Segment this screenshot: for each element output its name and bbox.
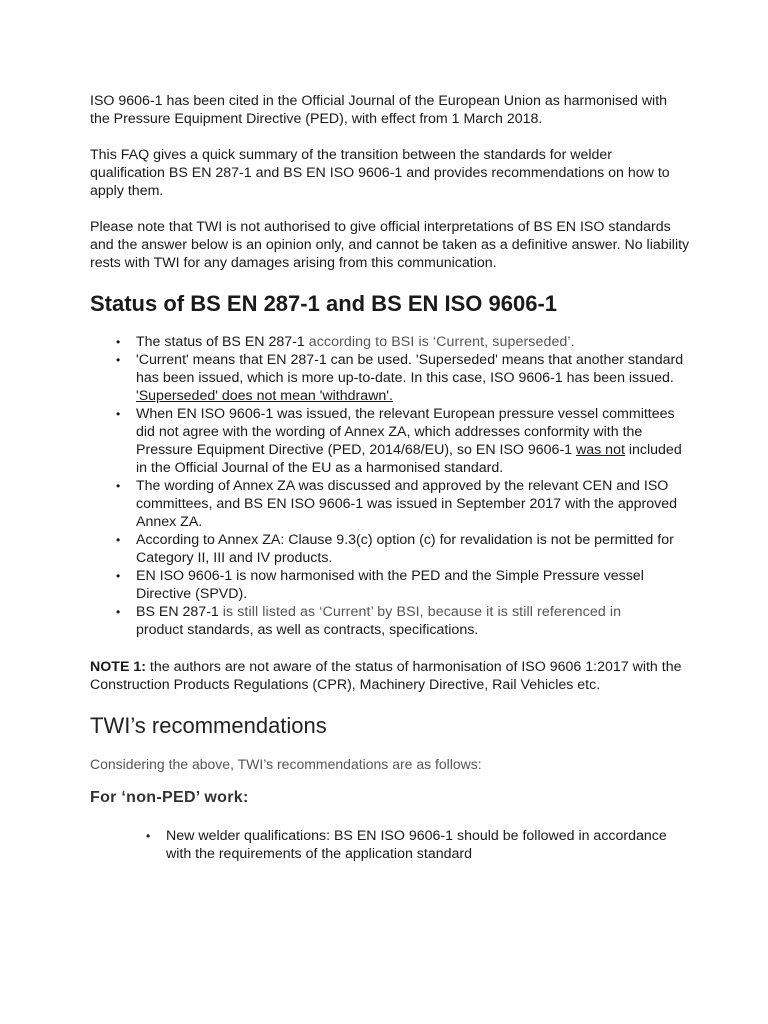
bullet-text-part: is still listed as ‘Current’ by BSI, because it is still referenced in: [222, 604, 622, 620]
bullet-icon: •: [116, 353, 121, 367]
note-paragraph: [90, 658, 690, 694]
non-ped-bullet-list: [90, 827, 690, 863]
status-bullet-list: [90, 333, 690, 639]
bullet-text: The wording of Annex ZA was discussed and approved by the relevant CEN and ISO committees, and BS EN ISO 9606-1 was issued in September 2017 with the approved Annex ZA.: [136, 478, 677, 530]
recommendations-intro: Considering the above, TWI’s recommendations are as follows:: [90, 756, 482, 772]
bullet-text-part: 'Current' means that EN 287-1 can be used. 'Superseded' means that another standard has been issued, which is more up-to-date. In this case, ISO 9606-1 has been issued.: [136, 352, 684, 386]
bullet-text: New welder qualifications: BS EN ISO 9606-1 should be followed in accordance with the requirements of the application standard: [166, 828, 667, 862]
underlined-text: 'Superseded' does not mean 'withdrawn'.: [136, 388, 393, 404]
bullet-icon: •: [116, 533, 121, 547]
list-item: [116, 603, 690, 639]
document-page: [90, 92, 690, 882]
note-text: the authors are not aware of the status of harmonisation of ISO 9606 1:2017 with the Construction Products Regulations (CPR), Machinery Directive, Rail Vehicles etc.: [90, 659, 682, 693]
bullet-text-part: When EN ISO 9606-1 was issued, the relevant European pressure vessel committees did not agree with the wording of Annex ZA, which addresses conformity with the Pressure Equipment Directive (PED, 2014/68/EU), so EN ISO 9606-1: [136, 406, 675, 458]
list-item: [116, 567, 690, 603]
bullet-text-part: The status of BS EN 287-1: [136, 334, 309, 350]
bullet-text-part: product standards, as well as contracts, specifications.: [136, 622, 479, 638]
list-item: [116, 477, 690, 531]
bullet-text-part: included in the Official Journal of the EU as a harmonised standard.: [136, 442, 682, 476]
bullet-text: EN ISO 9606-1 is now harmonised with the PED and the Simple Pressure vessel Directive (SPVD).: [136, 568, 644, 602]
intro-paragraph-3: Please note that TWI is not authorised to give official interpretations of BS EN ISO standards and the answer below is an opinion only, and cannot be taken as a definitive answer. No liability rests with TWI for any damages arising from this communication.: [90, 219, 690, 271]
bullet-text-part: BS EN 287-1: [136, 604, 223, 620]
bullet-text-part: according to BSI is ‘Current, superseded’.: [308, 334, 575, 350]
list-item: [116, 351, 690, 405]
list-item: [116, 405, 690, 477]
bullet-icon: •: [116, 479, 121, 493]
non-ped-subheading: For ‘non-PED’ work:: [90, 789, 249, 806]
bullet-icon: •: [116, 335, 121, 349]
list-item: [116, 333, 690, 351]
list-item: [116, 531, 690, 567]
bullet-icon: •: [146, 829, 151, 843]
bullet-text: According to Annex ZA: Clause 9.3(c) option (c) for revalidation is not be permitted for Category II, III and IV products.: [136, 532, 674, 566]
recommendations-heading: TWI’s recommendations: [90, 713, 327, 738]
bullet-icon: •: [116, 407, 121, 421]
intro-paragraph-2: This FAQ gives a quick summary of the transition between the standards for welder qualification BS EN 287-1 and BS EN ISO 9606-1 and provides recommendations on how to apply them.: [90, 147, 670, 199]
intro-paragraph-1: ISO 9606-1 has been cited in the Official Journal of the European Union as harmonised with the Pressure Equipment Directive (PED), with effect from 1 March 2018.: [90, 93, 668, 127]
bullet-icon: •: [116, 605, 121, 619]
underlined-text: was not: [576, 442, 625, 458]
status-section-heading: Status of BS EN 287-1 and BS EN ISO 9606-1: [90, 291, 558, 316]
list-item: [146, 827, 690, 863]
bullet-icon: •: [116, 569, 121, 583]
note-label: NOTE 1:: [90, 659, 146, 675]
